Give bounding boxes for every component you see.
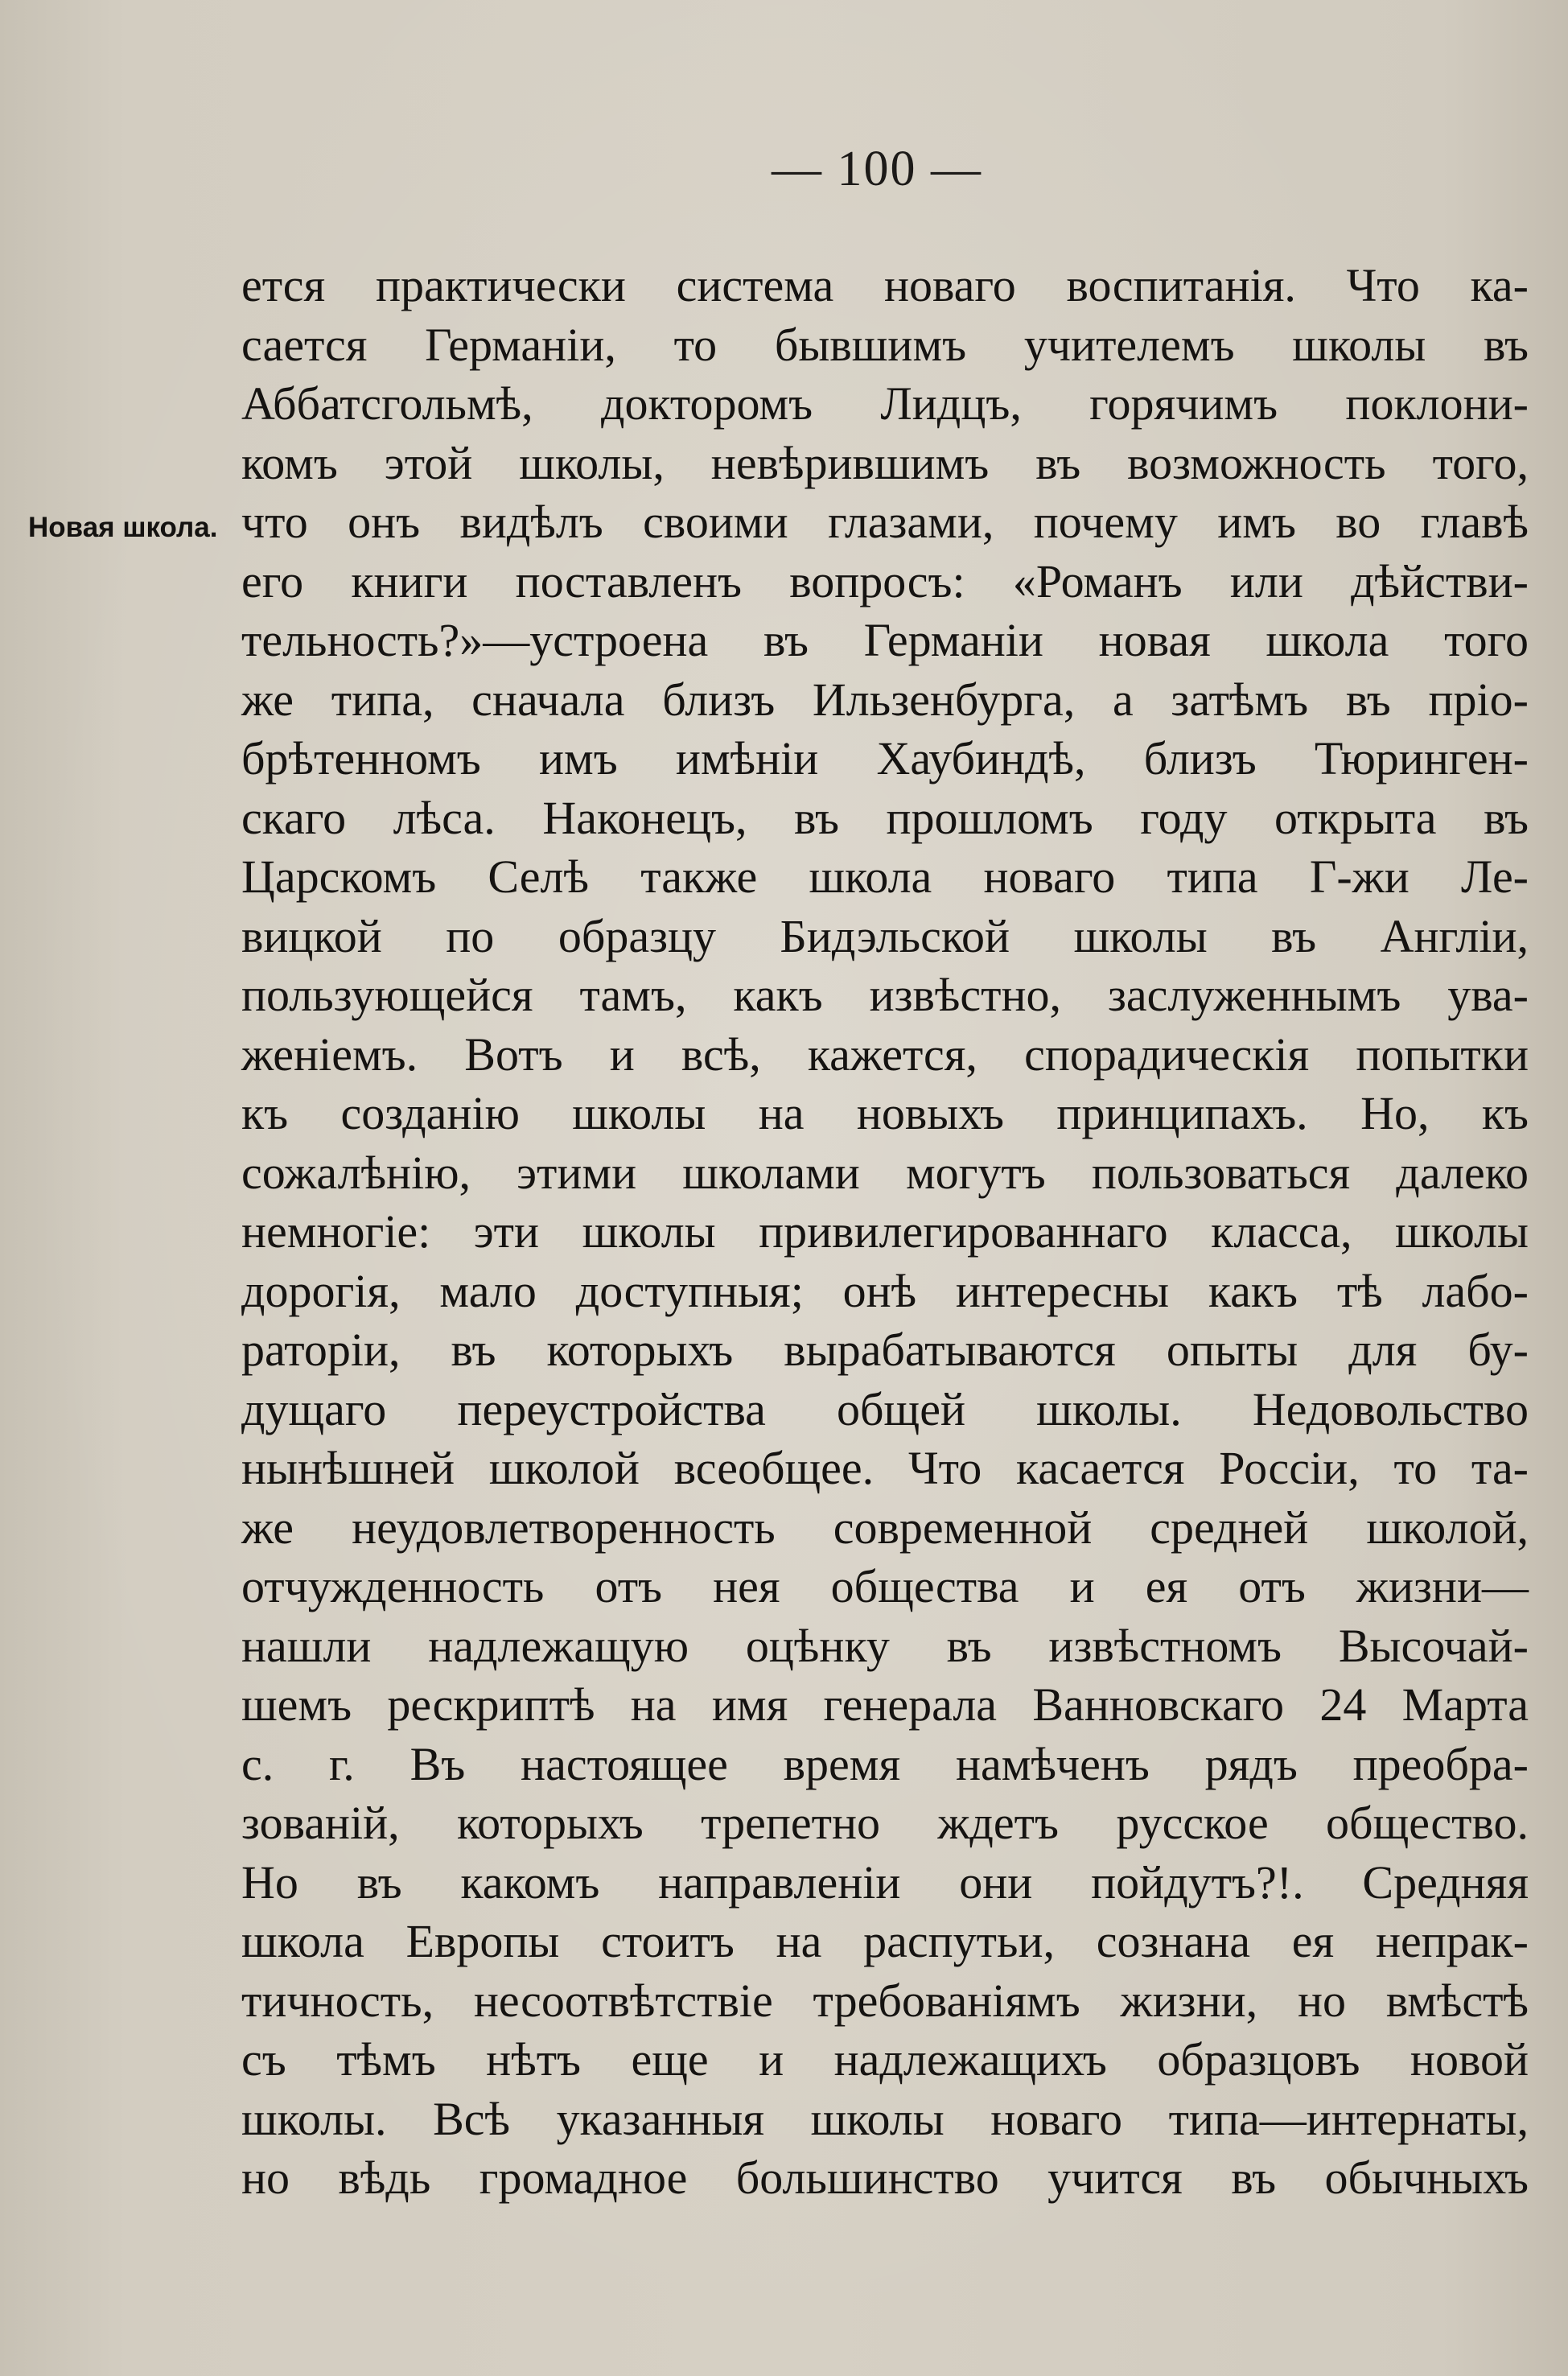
- text-line: с. г. Въ настоящее время намѣченъ рядъ преобра-: [241, 1737, 1529, 1790]
- text-line: сается Германіи, то бывшимъ учителемъ школы въ: [241, 318, 1529, 371]
- text-line: Аббатсгольмѣ, докторомъ Лидцъ, горячимъ поклони-: [241, 377, 1529, 430]
- text-line: комъ этой школы, невѣрившимъ въ возможность того,: [241, 436, 1529, 489]
- text-line: женіемъ. Вотъ и всѣ, кажется, спорадическія попытки: [241, 1027, 1529, 1081]
- text-line: школы. Всѣ указанныя школы новаго типа—интернаты,: [241, 2092, 1529, 2145]
- text-line: брѣтенномъ имъ имѣніи Хаубиндѣ, близъ Тюринген-: [241, 732, 1529, 784]
- text-line: но вѣдь громадное большинство учится въ обычныхъ: [241, 2152, 1529, 2204]
- text-line: раторіи, въ которыхъ вырабатываются опыты для бу-: [241, 1324, 1529, 1376]
- text-line: къ созданію школы на новыхъ принципахъ. Но, къ: [241, 1087, 1529, 1139]
- text-line: тичность, несоотвѣтствіе требованіямъ жизни, но вмѣстѣ: [241, 1974, 1529, 2027]
- text-line: скаго лѣса. Наконецъ, въ прошломъ году открыта въ: [241, 791, 1529, 844]
- text-line: его книги поставленъ вопросъ: «Романъ или дѣйстви-: [241, 554, 1529, 607]
- body-text: [241, 256, 1529, 2208]
- text-line: зованій, которыхъ трепетно ждетъ русское общество.: [241, 1797, 1529, 1849]
- page-number: — 100 —: [772, 142, 982, 196]
- text-line: дорогія, мало доступныя; онѣ интересны какъ тѣ лабо-: [241, 1264, 1529, 1317]
- text-line: же типа, сначала близъ Ильзенбурга, а затѣмъ въ пріо-: [241, 673, 1529, 726]
- text-line: немногіе: эти школы привилегированнаго класса, школы: [241, 1205, 1529, 1258]
- text-line: школа Европы стоитъ на распутьи, сознана ея непрак-: [241, 1915, 1529, 1967]
- margin-note: Новая школа.: [28, 512, 218, 543]
- text-line: же неудовлетворенность современной средней школой,: [241, 1501, 1529, 1554]
- text-line: вицкой по образцу Бидэльской школы въ Англіи,: [241, 909, 1529, 962]
- text-line: нынѣшней школой всеобщее. Что касается Россіи, то та-: [241, 1442, 1529, 1494]
- text-line: нашли надлежащую оцѣнку въ извѣстномъ Высочай-: [241, 1619, 1529, 1672]
- text-line: отчужденность отъ нея общества и ея отъ жизни—: [241, 1560, 1529, 1612]
- text-line: ется практически система новаго воспитанія. Что ка-: [241, 259, 1529, 311]
- text-line: пользующейся тамъ, какъ извѣстно, заслуженнымъ ува-: [241, 969, 1529, 1021]
- text-line: тельность?»—устроена въ Германіи новая школа того: [241, 614, 1529, 666]
- text-line: шемъ рескриптѣ на имя генерала Ванновскаго 24 Марта: [241, 1678, 1529, 1731]
- text-line: Но въ какомъ направленіи они пойдутъ?!. Средняя: [241, 1855, 1529, 1909]
- text-line: дущаго переустройства общей школы. Недовольство: [241, 1382, 1529, 1435]
- text-line: съ тѣмъ нѣтъ еще и надлежащихъ образцовъ новой: [241, 2033, 1529, 2086]
- text-line: Царскомъ Селѣ также школа новаго типа Г-жи Ле-: [241, 850, 1529, 903]
- text-line: что онъ видѣлъ своими глазами, почему имъ во главѣ: [241, 496, 1529, 548]
- text-line: сожалѣнію, этими школами могутъ пользоваться далеко: [241, 1146, 1529, 1199]
